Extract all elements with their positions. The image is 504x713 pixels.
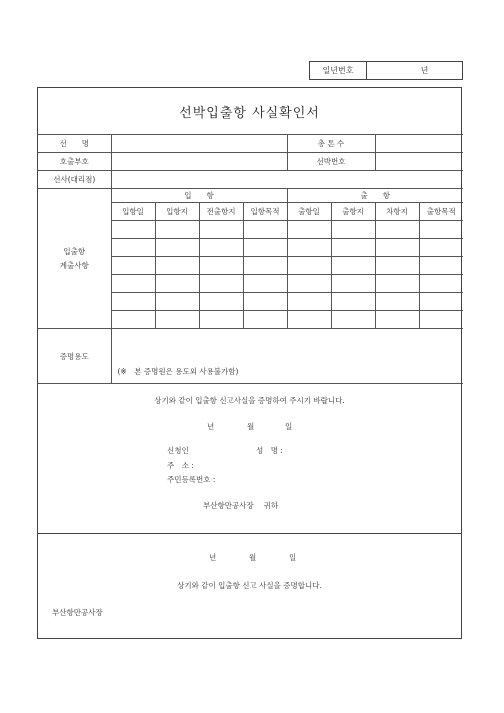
certificate-form [37, 87, 462, 639]
certification-section [38, 534, 461, 640]
col-previous-port: 전출항지 [199, 203, 243, 221]
col-entry-port: 입항지 [155, 203, 199, 221]
entry-header: 입 항 [111, 189, 287, 203]
application-date-day[interactable]: 일 [285, 422, 293, 431]
col-entry-date: 입항일 [111, 203, 155, 221]
col-exit-port: 출항지 [331, 203, 375, 221]
application-section [38, 371, 461, 534]
gross-tonnage-label: 총 톤 수 [287, 135, 375, 153]
application-recipient: 부산항만공사장 귀하 [203, 501, 279, 510]
vessel-number-label: 선박번호 [287, 153, 375, 171]
applicant-resident-number-field[interactable]: 주민등록번호 : [167, 475, 216, 484]
application-date-month[interactable]: 월 [247, 422, 255, 431]
agent-label: 선사(대리점) [38, 171, 111, 189]
certification-statement: 상기와 같이 입출항 신고 사실을 증명합니다. [177, 581, 322, 590]
vessel-name-label: 선 명 [38, 135, 111, 153]
form-table [38, 134, 463, 384]
serial-number-box [309, 61, 463, 80]
serial-number-value: 년 [420, 66, 429, 75]
vessel-number-field[interactable] [375, 153, 463, 171]
col-next-port: 차항지 [375, 203, 419, 221]
certification-date-year[interactable]: 년 [209, 553, 217, 562]
application-statement: 상기와 같이 입출항 신고사실을 증명하여 주시기 바랍니다. [154, 396, 345, 405]
col-exit-purpose: 출항목적 [419, 203, 463, 221]
applicant-label: 신청인 [167, 446, 189, 455]
gross-tonnage-field[interactable] [375, 135, 463, 153]
application-date-year[interactable]: 년 [207, 422, 215, 431]
applicant-address-field[interactable]: 주 소 : [167, 461, 194, 470]
call-sign-field[interactable] [111, 153, 287, 171]
serial-number-label: 일년번호 [310, 62, 367, 79]
certification-issuer: 부산항만공사장 [52, 608, 103, 617]
call-sign-label: 호출부호 [38, 153, 111, 171]
col-entry-purpose: 입항목적 [243, 203, 287, 221]
purpose-note: (※ 본 증명원은 용도외 사용불가함) [117, 367, 239, 376]
col-exit-date: 출항일 [287, 203, 331, 221]
certification-date-day[interactable]: 일 [289, 553, 297, 562]
vessel-name-field[interactable] [111, 135, 287, 153]
form-title: 선박입출항 사실확인서 [38, 88, 461, 135]
entry-report-label: 입출항 계출사항 [38, 189, 111, 329]
purpose-label: 증명용도 [38, 329, 111, 384]
agent-field[interactable] [111, 171, 463, 189]
certification-date-month[interactable]: 월 [249, 553, 257, 562]
applicant-name-field[interactable]: 성 명 : [256, 446, 283, 455]
exit-header: 출 항 [287, 189, 463, 203]
